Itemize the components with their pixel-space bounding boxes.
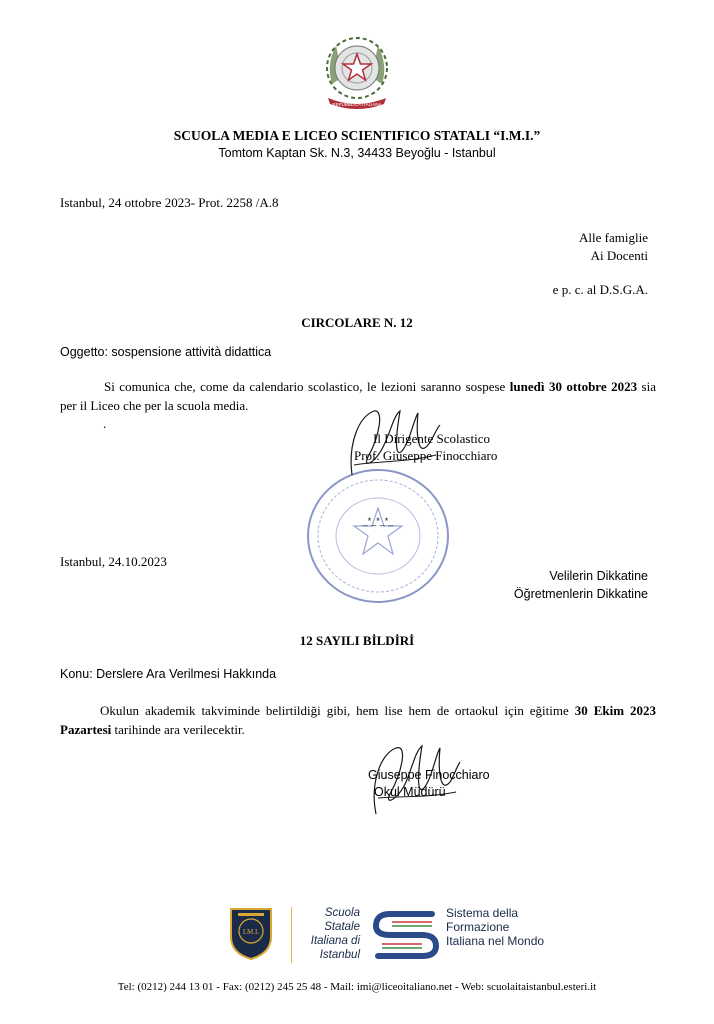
italian-republic-emblem-icon (318, 30, 396, 112)
italian-recipient-teachers: Ai Docenti (590, 248, 648, 263)
italian-state-school-label: Scuola Statale Italiana di Istanbul (310, 907, 360, 961)
ssfim-label: Sistema della Formazione Italiana nel Mondo (446, 906, 545, 948)
school-address: Tomtom Kaptan Sk. N.3, 34433 Beyoğlu - Istanbul (218, 146, 496, 160)
imi-school-badge-icon (228, 905, 274, 961)
turkish-recipient-teachers: Öğretmenlerin Dikkatine (513, 587, 648, 601)
italian-subject: Oggetto: sospensione attività didattica (60, 345, 272, 359)
turkish-recipient-parents: Velilerin Dikkatine (549, 569, 648, 583)
ssfim-logo-icon (370, 908, 442, 962)
emblem-ribbon-text: REPUBBLICA ITALIANA (332, 102, 382, 107)
official-school-stamp-icon (304, 466, 452, 606)
italian-signature-role: Il Dirigente Scolastico (373, 431, 490, 446)
turkish-subject: Konu: Derslere Ara Verilmesi Hakkında (60, 667, 277, 681)
logo-divider (291, 907, 292, 963)
turkish-body-text: Okulun akademik takviminde belirtildiği gibi, hem lise hem de ortaokul için eğitime (100, 703, 575, 718)
footer-contact-info: Tel: (0212) 244 13 01 - Fax: (0212) 245 25 48 - Mail: imi@liceoitaliano.net - Web: scuolaitaistanbul.esteri.it (117, 981, 597, 993)
italian-body-text: Si comunica che, come da calendario scolastico, le lezioni saranno sospese (104, 379, 510, 394)
italian-circular-title: CIRCOLARE N. 12 (301, 315, 413, 330)
turkish-body-text-end: tarihinde ara verilecektir. (111, 722, 245, 737)
school-name: SCUOLA MEDIA E LICEO SCIENTIFICO STATALI “I.M.I.” (173, 128, 541, 143)
turkish-body-date: 30 Ekim 2023 Pazartesi (60, 703, 656, 737)
italian-dateline: Istanbul, 24 ottobre 2023- Prot. 2258 /A.8 (60, 195, 279, 210)
turkish-body-paragraph (60, 701, 656, 739)
stray-dot: . (103, 416, 107, 431)
turkish-notice-title: 12 SAYILI BİLDİRİ (299, 633, 415, 648)
badge-text: I.M.I. (242, 928, 260, 936)
italian-signature-name: Prof. Giuseppe Finocchiaro (354, 448, 498, 463)
italian-body-text-end: sia per il Liceo che per la scuola media. (60, 379, 656, 413)
italian-cc-line: e p. c. al D.S.G.A. (552, 282, 648, 297)
turkish-signature-name: Giuseppe Finocchiaro (368, 768, 490, 782)
svg-text:_*_*_*_: _*_*_*_ (362, 516, 394, 526)
italian-recipient-families: Alle famiglie (579, 230, 648, 245)
italian-body-date: lunedì 30 ottobre 2023 (509, 379, 638, 394)
turkish-signature-role: Okul Müdürü (374, 785, 446, 799)
turkish-dateline: Istanbul, 24.10.2023 (60, 554, 167, 569)
